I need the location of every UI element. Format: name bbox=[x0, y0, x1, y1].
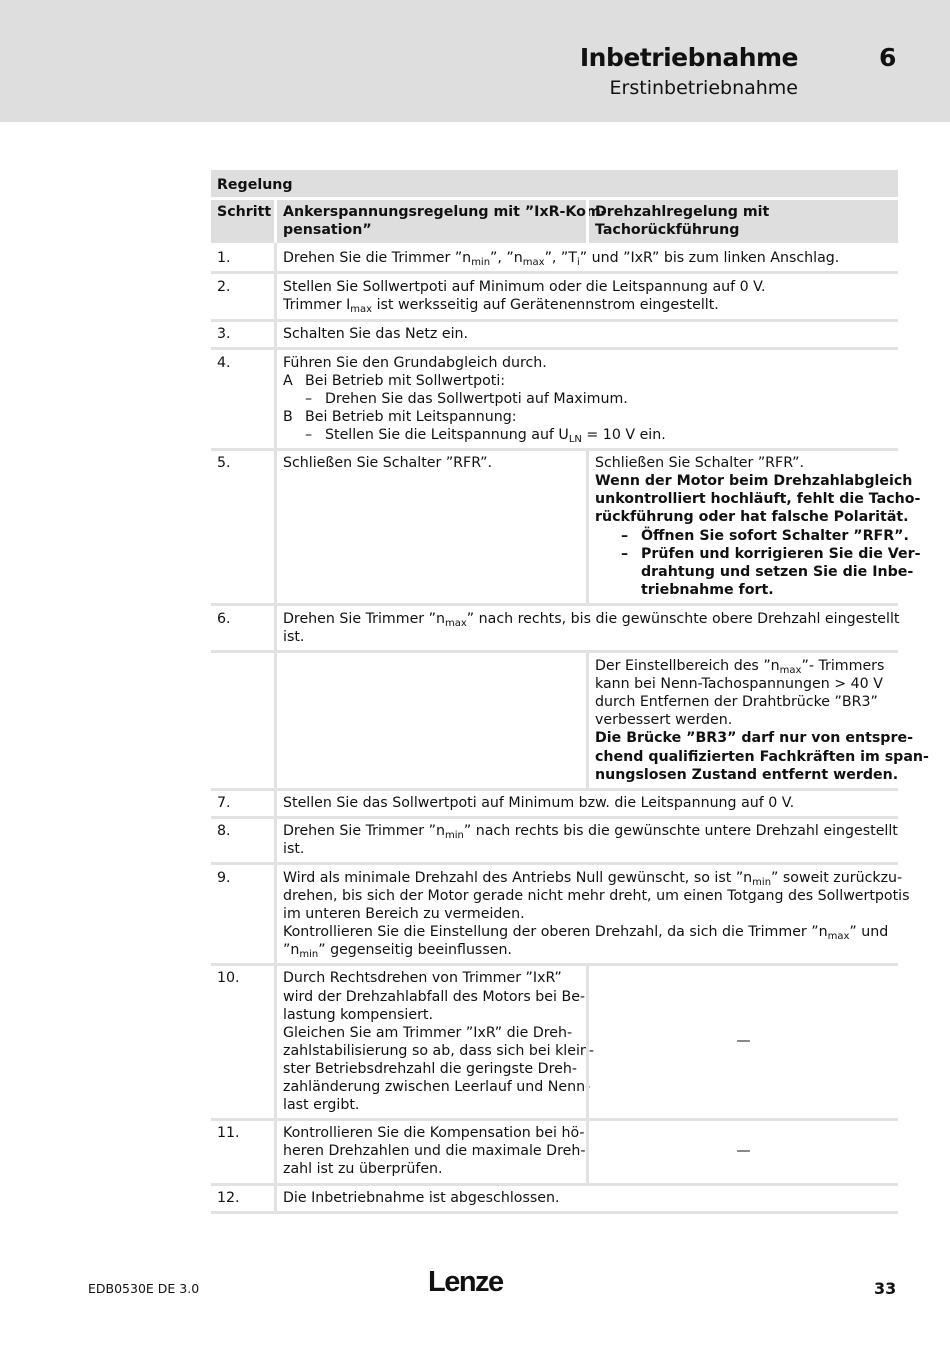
step-number: 6. bbox=[217, 610, 231, 627]
table-row bbox=[211, 1186, 898, 1214]
warning-line: nungslosen Zustand entfernt werden. bbox=[595, 766, 899, 783]
text: Trimmer I bbox=[283, 297, 351, 314]
subscript: min bbox=[445, 829, 464, 841]
subscript: LN bbox=[568, 434, 582, 446]
chapter-title: Inbetriebnahme bbox=[579, 43, 798, 72]
text: Der Einstellbereich des ”n bbox=[595, 658, 780, 675]
table-row bbox=[211, 1121, 898, 1185]
text: Drehen Sie Trimmer ”n bbox=[283, 610, 445, 627]
text-line: lastung kompensiert. bbox=[283, 1006, 433, 1023]
step-number: 5. bbox=[217, 455, 231, 472]
subscript: min bbox=[471, 257, 491, 269]
document-code: EDB0530E DE 3.0 bbox=[88, 1281, 200, 1296]
step-number: 1. bbox=[217, 250, 231, 267]
step-number: 11. bbox=[217, 1125, 240, 1142]
text: ” und ”IxR” bis zum linken Anschlag. bbox=[579, 250, 840, 267]
subscript: max bbox=[522, 257, 545, 269]
text: Wird als minimale Drehzahl des Antriebs Null gewünscht, so ist ”n bbox=[283, 870, 753, 886]
table-header-row bbox=[211, 197, 898, 243]
step-text: Die Inbetriebnahme ist abgeschlossen. bbox=[274, 1186, 898, 1211]
logo-text: Lenze bbox=[428, 1266, 503, 1296]
dash-bullet: – bbox=[305, 390, 313, 407]
subscript: max bbox=[779, 665, 802, 677]
section-subtitle: Erstinbetriebnahme bbox=[609, 77, 798, 99]
text: Öffnen Sie sofort Schalter ”RFR”. bbox=[641, 527, 909, 544]
text: ” soweit zurückzu- bbox=[771, 870, 903, 886]
step-note-speed bbox=[586, 653, 929, 788]
text-line: Führen Sie den Grundabgleich durch. bbox=[283, 354, 547, 371]
text: ”n bbox=[283, 942, 300, 959]
text-line bbox=[283, 923, 892, 941]
text: Stellen Sie die Leitspannung auf U bbox=[325, 427, 569, 444]
step-text bbox=[274, 243, 898, 271]
subscript: min bbox=[299, 949, 319, 961]
text-line bbox=[283, 941, 892, 959]
text: = 10 V ein. bbox=[581, 427, 666, 444]
chapter-number: 6 bbox=[879, 43, 897, 72]
option-letter: A bbox=[283, 372, 293, 389]
text: Bei Betrieb mit Leitspannung: bbox=[305, 408, 517, 425]
step-number: 9. bbox=[217, 870, 231, 886]
step-text-speed-na bbox=[586, 1121, 898, 1182]
step-text bbox=[274, 606, 898, 650]
warning-line: Wenn der Motor beim Drehzahlabgleich bbox=[595, 473, 913, 490]
step-number: 4. bbox=[217, 354, 231, 371]
text: Drehen Sie Trimmer ”n bbox=[283, 822, 445, 839]
step-text bbox=[274, 274, 898, 318]
text-line: Durch Rechtsdrehen von Trimmer ”IxR” bbox=[283, 970, 562, 987]
step-text bbox=[274, 819, 898, 862]
header-text-line: Ankerspannungsregelung mit ”IxR-Kom- bbox=[283, 204, 607, 221]
step-text: Stellen Sie das Sollwertpoti auf Minimum bzw. die Leitspannung auf 0 V. bbox=[274, 791, 898, 816]
step-text-armature bbox=[274, 1121, 586, 1182]
warning-action bbox=[595, 527, 909, 545]
table-row bbox=[211, 606, 898, 653]
step-text: Schalten Sie das Netz ein. bbox=[274, 322, 898, 347]
text: ist werksseitig auf Gerätenennstrom eingestellt. bbox=[372, 297, 719, 314]
not-applicable-dash: — bbox=[736, 1033, 751, 1050]
lenze-logo bbox=[428, 1266, 516, 1296]
table-row bbox=[211, 819, 898, 865]
text-line: Stellen Sie Sollwertpoti auf Minimum oder die Leitspannung auf 0 V. bbox=[283, 279, 766, 296]
option-letter: B bbox=[283, 408, 293, 425]
text-line: zahl ist zu überprüfen. bbox=[283, 1161, 443, 1178]
text: ”, ”T bbox=[544, 250, 577, 267]
header-text-line: pensation” bbox=[283, 222, 372, 239]
table-row bbox=[211, 243, 898, 274]
text-line: zahlstabilisierung so ab, dass sich bei klein- bbox=[283, 1042, 595, 1059]
text-line bbox=[283, 610, 900, 629]
text: Bei Betrieb mit Sollwertpoti: bbox=[305, 372, 506, 389]
commissioning-table bbox=[211, 170, 929, 1214]
text-line: zahländerung zwischen Leerlauf und Nenn- bbox=[283, 1079, 591, 1096]
warning-line: rückführung oder hat falsche Polarität. bbox=[595, 509, 909, 526]
warning-action-cont: triebnahme fort. bbox=[641, 581, 774, 598]
subscript: i bbox=[576, 257, 580, 269]
text: Kontrollieren Sie die Einstellung der oberen Drehzahl, da sich die Trimmer ”n bbox=[283, 924, 828, 941]
text-line: drehen, bis sich der Motor gerade nicht mehr dreht, um einen Totgang des Sollwertpotis bbox=[283, 888, 910, 905]
step-number-empty bbox=[211, 653, 274, 788]
table-row bbox=[211, 653, 929, 791]
subscript: max bbox=[827, 931, 850, 943]
page-number: 33 bbox=[874, 1279, 897, 1298]
text-line: heren Drehzahlen und die maximale Dreh- bbox=[283, 1143, 586, 1160]
table-row bbox=[211, 350, 898, 451]
step-text-speed-na bbox=[586, 966, 898, 1118]
text-line: kann bei Nenn-Tachospannungen > 40 V bbox=[595, 676, 883, 693]
step-number: 3. bbox=[217, 325, 231, 342]
text-line: ist. bbox=[283, 840, 305, 857]
option-a bbox=[283, 372, 892, 390]
text: Drehen Sie die Trimmer ”n bbox=[283, 250, 472, 267]
table-caption-row bbox=[211, 170, 898, 197]
step-number: 12. bbox=[217, 1189, 240, 1206]
subscript: max bbox=[445, 617, 467, 629]
step-text-armature bbox=[274, 966, 595, 1118]
step-number: 8. bbox=[217, 822, 231, 839]
text-line bbox=[283, 822, 898, 841]
table-row bbox=[211, 274, 898, 321]
step-text bbox=[274, 865, 910, 963]
option-a-action bbox=[283, 390, 892, 408]
subscript: max bbox=[350, 304, 373, 316]
text-line bbox=[283, 869, 903, 888]
text-line: verbessert werden. bbox=[595, 712, 733, 729]
text-line: im unteren Bereich zu vermeiden. bbox=[283, 906, 525, 923]
text-line: last ergibt. bbox=[283, 1097, 360, 1114]
text-line: Schließen Sie Schalter ”RFR”. bbox=[595, 455, 805, 472]
text: Drehen Sie das Sollwertpoti auf Maximum. bbox=[325, 390, 628, 407]
warning-line: unkontrolliert hochläuft, fehlt die Tacho- bbox=[595, 491, 921, 508]
header-speed-control: Drehzahlregelung mit Tachorückführung bbox=[586, 200, 898, 243]
text-line: Kontrollieren Sie die Kompensation bei hö- bbox=[283, 1125, 585, 1142]
text: ” und bbox=[849, 924, 889, 941]
text: ”, ”n bbox=[490, 250, 523, 267]
warning-action bbox=[595, 545, 921, 563]
table-row bbox=[211, 865, 910, 966]
page-header bbox=[0, 0, 950, 122]
text: ”- Trimmers bbox=[801, 658, 885, 675]
text-line: ster Betriebsdrehzahl die geringste Dreh- bbox=[283, 1060, 577, 1077]
text-line: ist. bbox=[283, 628, 305, 645]
step-text bbox=[274, 350, 898, 448]
text-line bbox=[595, 657, 892, 675]
dash-bullet: – bbox=[621, 545, 629, 562]
option-b bbox=[283, 408, 892, 426]
text-line: durch Entfernen der Drahtbrücke ”BR3” bbox=[595, 694, 878, 711]
warning-action-cont: drahtung und setzen Sie die Inbe- bbox=[641, 563, 914, 580]
text: ” gegenseitig beeinflussen. bbox=[318, 942, 512, 959]
warning-line: chend qualifizierten Fachkräften im span- bbox=[595, 748, 929, 765]
step-text-armature-empty bbox=[274, 653, 586, 788]
not-applicable-dash: — bbox=[736, 1142, 751, 1159]
text-line: wird der Drehzahlabfall des Motors bei Be- bbox=[283, 988, 586, 1005]
table-row bbox=[211, 966, 898, 1121]
text: ” nach rechts bis die gewünschte untere Drehzahl eingestellt bbox=[463, 822, 898, 839]
text-line: Gleichen Sie am Trimmer ”IxR” die Dreh- bbox=[283, 1024, 573, 1041]
step-text-speed bbox=[586, 451, 921, 603]
option-b-action bbox=[283, 426, 892, 444]
subscript: min bbox=[752, 877, 772, 888]
header-armature-control bbox=[274, 200, 607, 243]
text: ” nach rechts, bis die gewünschte obere Drehzahl eingestellt bbox=[466, 610, 900, 627]
table-caption: Regelung bbox=[217, 177, 293, 193]
step-text-armature: Schließen Sie Schalter ”RFR”. bbox=[274, 451, 586, 603]
dash-bullet: – bbox=[305, 427, 313, 444]
text-line bbox=[283, 296, 892, 314]
text: Prüfen und korrigieren Sie die Ver- bbox=[641, 545, 921, 562]
step-number: 7. bbox=[217, 794, 231, 811]
table-row bbox=[211, 791, 898, 819]
table-row bbox=[211, 451, 921, 606]
header-step: Schritt bbox=[217, 204, 272, 221]
warning-line: Die Brücke ”BR3” darf nur von entspre- bbox=[595, 730, 913, 747]
step-number: 10. bbox=[217, 970, 240, 987]
dash-bullet: – bbox=[621, 527, 629, 544]
step-number: 2. bbox=[217, 279, 231, 296]
table-row bbox=[211, 322, 898, 350]
